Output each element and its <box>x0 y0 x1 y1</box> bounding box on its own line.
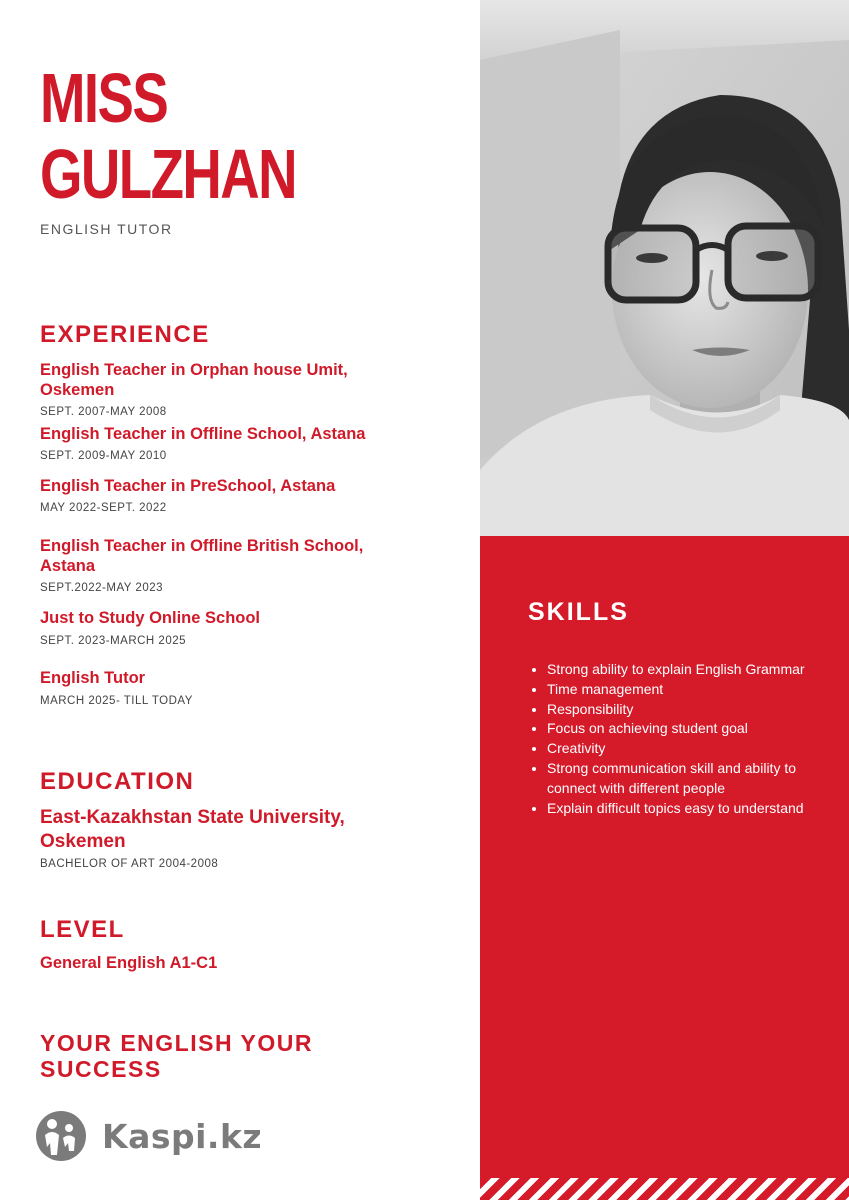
skill-item: • Time management <box>547 680 847 700</box>
striped-footer-band <box>480 1178 849 1200</box>
skills-list <box>528 660 847 818</box>
kaspi-watermark-text: Kaspi.kz <box>102 1116 263 1156</box>
experience-item-2-dates: SEPT. 2009-MAY 2010 <box>40 450 167 462</box>
level-value: General English A1-C1 <box>40 954 218 972</box>
skill-item: • Strong ability to explain English Grammar <box>547 660 847 680</box>
name-line-2: GULZHAN <box>40 135 296 213</box>
experience-item-6-title: English Tutor <box>40 669 146 687</box>
experience-heading: EXPERIENCE <box>40 321 210 348</box>
skill-item: • Strong communication skill and ability to connect with different people <box>547 759 847 799</box>
skills-panel <box>480 536 849 1200</box>
profile-photo <box>480 0 849 536</box>
candidate-name <box>40 60 296 212</box>
experience-item-3-title: English Teacher in PreSchool, Astana <box>40 477 336 495</box>
education-school: East-Kazakhstan State University, Oskemen <box>40 807 345 852</box>
skill-item: • Focus on achieving student goal <box>547 719 847 739</box>
name-line-1: MISS <box>40 59 168 137</box>
level-heading: LEVEL <box>40 916 125 943</box>
slogan: YOUR ENGLISH YOUR SUCCESS <box>40 1030 313 1082</box>
kaspi-watermark <box>36 1110 262 1162</box>
skills-heading: SKILLS <box>528 598 629 626</box>
experience-item-4-title: English Teacher in Offline British School, Astana <box>40 537 364 575</box>
experience-item-1-title: English Teacher in Orphan house Umit, Oskemen <box>40 361 348 399</box>
experience-item-4-dates: SEPT.2022-MAY 2023 <box>40 582 164 594</box>
skill-item: • Explain difficult topics easy to understand <box>547 799 847 819</box>
experience-item-1-dates: SEPT. 2007-MAY 2008 <box>40 406 167 418</box>
portrait-image <box>480 0 849 536</box>
experience-item-2-title: English Teacher in Offline School, Astana <box>40 425 366 443</box>
education-heading: EDUCATION <box>40 768 195 795</box>
skill-item: • Responsibility <box>547 700 847 720</box>
experience-item-3-dates: MAY 2022-SEPT. 2022 <box>40 502 167 514</box>
experience-item-5-title: Just to Study Online School <box>40 609 261 627</box>
education-degree: BACHELOR OF ART 2004-2008 <box>40 858 219 870</box>
kaspi-logo-icon <box>36 1111 86 1161</box>
job-subtitle: ENGLISH TUTOR <box>40 221 173 237</box>
experience-item-5-dates: SEPT. 2023-MARCH 2025 <box>40 635 187 647</box>
experience-item-6-dates: MARCH 2025- TILL TODAY <box>40 695 193 707</box>
skill-item: • Creativity <box>547 739 847 759</box>
